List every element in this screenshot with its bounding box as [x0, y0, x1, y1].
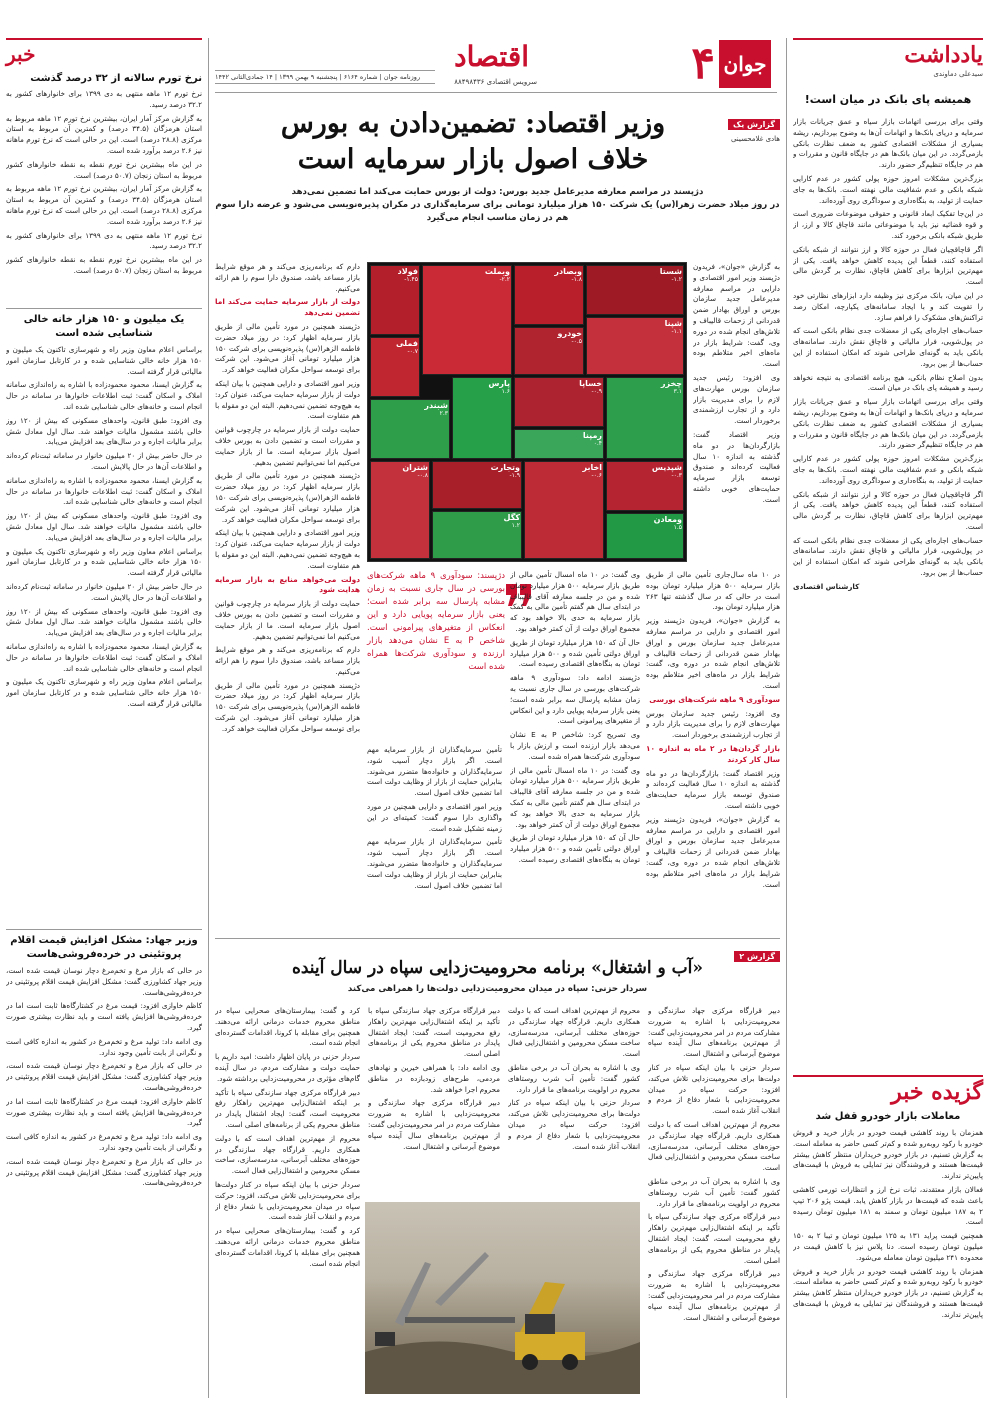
- second-paragraph: سردار حزنی با بیان اینکه سپاه در کنار دولت‌ها برای محرومیت‌زدایی تلاش می‌کند، افزود: حرکت سپاه در میدان محرومیت‌زدایی با شعار دفاع از مردم و انقلاب آغاز شده است.: [508, 1098, 640, 1151]
- treemap-cell-label: خودرو: [557, 329, 582, 338]
- story1-paragraph: به گزارش مرکز آمار ایران، بیشترین نرخ تورم ۱۲ ماهه مربوط به استان هرمزگان (۳۴.۵ درصد) و کمترین آن مربوط به استان مرکزی (۲۸.۸ درصد) است. این در حالی است که نرخ تورم ماهانه نیز ۲.۶ درصد برآورد شده است.: [6, 113, 202, 155]
- main-paragraph: دژپسند همچنین در مورد تأمین مالی از طریق بازار سرمایه اظهار کرد: در روز میلاد حضرت فاطمه الزهرا(س) پذیره‌نویسی برای شرکت ۱۵۰ هزار میلیارد تومانی آغاز می‌شود. این شرکت برای توسعه سواحل مکران فعالیت خواهد کرد.: [215, 471, 360, 524]
- treemap-cell-value: ۱.۶: [501, 388, 510, 395]
- story2-paragraph: در حال حاضر بیش از ۲۰ میلیون خانوار در سامانه ثبت‌نام کرده‌اند و اطلاعات آن‌ها در حال پالایش است.: [6, 581, 202, 602]
- main-paragraph: دژپسند همچنین در مورد تأمین مالی از طریق بازار سرمایه اظهار کرد: در روز میلاد حضرت فاطمه الزهرا(س) پذیره‌نویسی برای شرکت ۱۵۰ هزار میلیارد تومانی آغاز می‌شود. این شرکت برای توسعه سواحل مکران فعالیت خواهد کرد.: [215, 321, 360, 375]
- second-column-3: [368, 1006, 500, 1196]
- treemap-cell-label: خساپا: [579, 379, 602, 388]
- main-paragraph: در ۱۰ ماه سال‌جاری تأمین مالی از طریق بازار سرمایه ۵۰۰ هزار میلیارد تومان بوده است در حالی که در سال گذشته تنها ۲۶۳ هزار میلیارد تومان بود.: [646, 570, 780, 612]
- main-column-c: [510, 570, 640, 932]
- treemap-cell-value: ۰.۴: [593, 440, 602, 447]
- main-paragraph: وی تصریح کرد: شاخص P به E نشان می‌دهد بازار ارزنده است و ارزش بازار با سودآوری شرکت‌ها همراه شده است.: [510, 730, 640, 761]
- page-number: ۴: [691, 38, 715, 89]
- story3-paragraph: کاظم خاوازی افزود: قیمت مرغ در کشتارگاه‌ها ثابت است اما در خرده‌فروشی‌ها افزایش یافته است و باید نظارت بیشتری صورت گیرد.: [6, 1001, 202, 1032]
- main-paragraph: وزیر اقتصاد گفت: بازارگردان‌ها در دو ماه گذشته به اندازه ۱۰ سال فعالیت کرده‌اند و صندوق توسعه بازار سرمایه حمایت‌های خوبی داشته است.: [693, 429, 780, 504]
- main-paragraph: وزیر اقتصاد گفت: بازارگردان‌ها در دو ماه گذشته به اندازه ۱۰ سال فعالیت کرده‌اند و صندوق توسعه بازار سرمایه حمایت‌های خوبی داشته است.: [646, 768, 780, 810]
- main-paragraph: تأمین سرمایه‌گذاران از بازار سرمایه مهم است. اگر بازار دچار آسیب شود، سرمایه‌گذاران و خانواده‌ها متضرر می‌شوند. بنابراین حمایت از بازار از وظایف دولت است اما تضمین خلاف اصول است.: [367, 745, 502, 798]
- treemap-cell-label: چخزر: [660, 379, 682, 388]
- treemap-cell: [432, 461, 522, 509]
- story1-paragraph: نرخ تورم ۱۲ ماهه منتهی به دی ۱۳۹۹ برای خانوارهای کشور به ۳۲.۲ درصد رسید.: [6, 89, 202, 109]
- main-story-header: [215, 100, 780, 250]
- market-treemap: [367, 262, 687, 562]
- lead-line-2: در روز میلاد حضرت زهرا(س) یک شرکت ۱۵۰ هزار میلیارد تومانی برای سرمایه‌گذاری در مکران پذیره‌نویسی می‌شود و عرضه دارا سوم هم در زمان مناسب انجام می‌گیرد: [215, 200, 780, 223]
- treemap-cell: [370, 337, 420, 397]
- opinion-paragraph: بزرگ‌ترین مشکلات امروز حوزه پولی کشور در عدم کارایی شبکه بانکی و عدم شفافیت مالی نهفته است. بانک‌ها به جای حمایت از تولید، به بنگاه‌داری و سوداگری روی آورده‌اند.: [793, 454, 983, 485]
- opinion-paragraph: در این‌جا تفکیک ابعاد قانونی و حقوقی موضوعات ضروری است و قوه قضائیه نیز باید با موضوعاتی مانند قاچاق کالا و ارز، از طریق شبکه بانکی برخورد کند.: [793, 209, 983, 240]
- second-paragraph: محروم از مهم‌ترین اهداف است که با دولت همکاری داریم. قرارگاه جهاد سازندگی در حوزه‌های مختلف آبرسانی، مدرسه‌سازی، ساخت مسکن محرومین و اشتغال‌زایی فعال است.: [215, 1133, 360, 1176]
- service-line: سرویس اقتصادی ۸۸۴۹۸۴۳۶: [454, 78, 537, 86]
- main-paragraph: حمایت دولت از بازار سرمایه در چارچوب قوانین و مقررات است و تضمین دادن به بورس خلاف اصول بازار سرمایه است. ما از بازار حمایت می‌کنیم اما نمی‌توانیم تضمین بدهیم.: [215, 425, 360, 467]
- second-paragraph: وی با اشاره به بحران آب در برخی مناطق کشور گفت: تأمین آب شرب روستاهای محروم در اولویت برنامه‌های ما قرار دارد.: [648, 1176, 780, 1208]
- main-paragraph: دژپسند همچنین در مورد تأمین مالی از طریق بازار سرمایه اظهار کرد: در روز میلاد حضرت فاطمه الزهرا(س) پذیره‌نویسی برای شرکت ۱۵۰ هزار میلیارد تومانی آغاز می‌شود. این شرکت برای توسعه سواحل مکران فعالیت خواهد کرد.: [215, 680, 360, 733]
- treemap-cell: [370, 399, 450, 459]
- second-paragraph: دبیر قرارگاه مرکزی جهاد سازندگی سپاه با تأکید بر اینکه اشتغال‌زایی مهم‌ترین راهکار رفع محرومیت است، گفت: ایجاد اشتغال پایدار در مناطق محروم یکی از برنامه‌های اصلی است.: [215, 1087, 360, 1129]
- treemap-cell-value: ۱.۸-: [571, 276, 582, 283]
- second-paragraph: محروم از مهم‌ترین اهداف است که با دولت همکاری داریم. قرارگاه جهاد سازندگی در حوزه‌های مختلف آبرسانی، مدرسه‌سازی، ساخت مسکن محرومین و اشتغال‌زایی فعال است.: [508, 1006, 640, 1059]
- main-column-d: [646, 570, 780, 932]
- treemap-cell-label: شستا: [659, 267, 682, 276]
- main-paragraph: دژپسند ادامه داد: سودآوری ۹ ماهه شرکت‌های بورسی در سال جاری نسبت به زمان مشابه پارسال سه برابر شده است؛ یعنی بازار سرمایه پویایی دارد و این انعکاس از متغیرهای پیرامونی است.: [510, 673, 640, 726]
- opinion-column: [793, 38, 983, 1068]
- second-paragraph: دبیر قرارگاه مرکزی جهاد سازندگی سپاه با تأکید بر اینکه اشتغال‌زایی مهم‌ترین راهکار رفع محرومیت است، گفت: ایجاد اشتغال پایدار در مناطق محروم یکی از برنامه‌های اصلی است.: [648, 1212, 780, 1265]
- treemap-cell: [524, 461, 604, 559]
- brief-title: معاملات بازار خودرو قفل شد: [815, 1111, 961, 1122]
- treemap-cell-label: وبصادر: [554, 267, 582, 276]
- story3-paragraph: در حالی که بازار مرغ و تخم‌مرغ دچار نوسان قیمت شده است، وزیر جهاد کشاورزی گفت: مشکل افزایش قیمت اقلام پروتئینی در خرده‌فروشی‌هاست.: [6, 1156, 202, 1188]
- main-paragraph: وزیر امور اقتصادی و دارایی همچنین در مورد واگذاری دارا سوم گفت: کمیته‌ای در این زمینه تشکیل شده است.: [367, 801, 502, 833]
- main-paragraph: وزیر امور اقتصادی و دارایی همچنین با بیان اینکه دولت از بازار سرمایه حمایت می‌کند، عنوان کرد: به هیچ‌وجه تضمین نمی‌دهیم. البته این دو مقوله با هم متفاوت است.: [215, 378, 360, 421]
- main-paragraph: به گزارش «جوان»، فریدون دژپسند وزیر امور اقتصادی و دارایی در مراسم معارفه مدیرعامل جدید سازمان بورس و اوراق بهادار ضمن قدردانی از زحمات قالیباف و تلاش‌های انجام شده در دوره وی، گفت: شرایط بازار در ماه‌های اخیر متلاطم بوده است.: [646, 814, 780, 889]
- treemap-cell-value: ۱.۲-: [671, 276, 682, 283]
- treemap-cell-value: ۲.۳: [439, 410, 448, 417]
- main-lead: [215, 186, 780, 225]
- left-section-label: خبر: [6, 38, 202, 66]
- treemap-cell-value: ۳.۱: [673, 388, 682, 395]
- main-column-a2: [693, 262, 780, 562]
- main-paragraph: دارم که برنامه‌ریزی می‌کند و هر موقع شرایط بازار مساعد باشد، صندوق دارا سوم را هم ارائه می‌کنیم.: [215, 262, 360, 293]
- newspaper-logo: جوان: [719, 40, 771, 88]
- treemap-cell-value: ۲.۲-: [499, 276, 510, 283]
- treemap-cell-label: کگل: [503, 513, 520, 522]
- story3-paragraph: وی ادامه داد: تولید مرغ و تخم‌مرغ در کشور به اندازه کافی است و نگرانی از بابت تأمین وجود ندارد.: [6, 1132, 202, 1152]
- report-tag: گزارش ۲: [734, 951, 780, 962]
- brief-paragraph: فعالان بازار معتقدند، ثبات نرخ ارز و انتظارات تورمی کاهشی باعث شده که قیمت‌ها در بازار کاهش یابد. قیمت پژو ۲۰۶ تیپ ۲ به ۱۸۷ میلیون تومان و سمند به ۱۸۱ میلیون تومان رسیده است.: [793, 1184, 983, 1227]
- main-paragraph: به گزارش «جوان»، فریدون دژپسند وزیر امور اقتصادی و دارایی در مراسم معارفه مدیرعامل جدید سازمان بورس و اوراق بهادار ضمن قدردانی از زحمات قالیباف و تلاش‌های انجام شده در دوره وی، گفت: شرایط بازار در ماه‌های اخیر متلاطم بوده است.: [646, 616, 780, 690]
- story2-paragraph: در حال حاضر بیش از ۲۰ میلیون خانوار در سامانه ثبت‌نام کرده‌اند و اطلاعات آن‌ها در حال پالایش است.: [6, 451, 202, 471]
- opinion-paragraph: حساب‌های اجاره‌ای یکی از معضلات جدی نظام بانکی است که در پول‌شویی، فرار مالیاتی و قاچاق نقش دارند. سامانه‌های بانکی باید به گونه‌ای طراحی شوند که امکان استفاده از این حساب‌ها از بین برود.: [793, 326, 983, 368]
- opinion-paragraph: اگر قاچاقچیان فعال در حوزه کالا و ارز نتوانند از شبکه بانکی استفاده کنند، قطعاً این پدیده کاهش خواهد یافت. یکی از مهم‌ترین ابزارها برای کاهش قاچاق، نظارت بر گردش مالی است.: [793, 489, 983, 531]
- opinion-paragraph: اگر قاچاقچیان فعال در حوزه کالا و ارز نتوانند از شبکه بانکی استفاده کنند، قطعاً این پدیده کاهش خواهد یافت. یکی از مهم‌ترین ابزارها برای کاهش قاچاق، نظارت بر گردش مالی است.: [793, 244, 983, 287]
- main-paragraph: وی گفت: در ۱۰ ماه امسال تأمین مالی از طریق بازار سرمایه ۵۰۰ هزار میلیارد تومان شده و من در جلسه معارفه آقای قالیباف در ابتدای سال هم گفتم تأمین مالی به کمک بازار سرمایه به حدی بالا خواهد بود که مجموع اوراق دولت از آن کمتر خواهد بود.: [510, 765, 640, 829]
- main-paragraph: به گزارش «جوان»، فریدون دژپسند وزیر امور اقتصادی و دارایی در مراسم معارفه مدیرعامل جدید سازمان بورس و اوراق بهادار ضمن قدردانی از زحمات قالیباف و تلاش‌های انجام شده در دوره وی، گفت: شرایط بازار در ماه‌های اخیر متلاطم بوده است.: [693, 262, 780, 369]
- subhead: دولت از بازار سرمایه حمایت می‌کند اما تضمین نمی‌دهد: [215, 297, 360, 318]
- treemap-cell: [514, 265, 584, 325]
- masthead: [215, 38, 777, 90]
- story2-paragraph: وی افزود: طبق قانون، واحدهای مسکونی که بیش از ۱۲۰ روز خالی باشند مشمول مالیات خواهند شد. سال اول معادل شش برابر مالیات اجاره و در سال‌های بعد افزایش می‌یابد.: [6, 415, 202, 447]
- subhead: دولت می‌خواهد منابع به بازار سرمایه هدایت شود: [215, 574, 360, 595]
- treemap-cell-label: وتجارت: [490, 463, 520, 472]
- treemap-cell-label: پارس: [488, 379, 510, 388]
- brief-paragraph: همچنین قیمت پراید ۱۳۱ به ۱۲۵ میلیون تومان و تیبا ۲ به ۱۵۰ میلیون تومان رسیده است. دنا پلاس نیز با کاهش قیمت در محدوده ۲۴۱ میلیون تومان معامله می‌شود.: [793, 1231, 983, 1262]
- story3-title: وزیر جهاد: مشکل افزایش قیمت اقلام پروتئینی در خرده‌فروشی‌هاست: [10, 935, 198, 960]
- second-column-4: [215, 1006, 360, 1396]
- treemap-cell-value: ۰.۵-: [571, 338, 582, 345]
- subhead: سودآوری ۹ ماهه شرکت‌های بورسی: [649, 694, 780, 704]
- report-author: هادی غلامحسینی: [730, 135, 780, 143]
- second-lead: سردار حزنی: سپاه در میدان محرومیت‌زدایی دولت‌ها را همراهی می‌کند: [347, 984, 648, 994]
- treemap-cell: [452, 377, 512, 459]
- treemap-cell: [586, 317, 684, 375]
- main-paragraph: حال آن که ۱۵۰ هزار میلیارد تومان از طریق اوراق دولتی تأمین شده و ۵۰۰ هزار میلیارد تومان به بنگاه‌های اقتصادی رسیده است.: [510, 833, 640, 864]
- opinion-paragraph: حساب‌های اجاره‌ای یکی از معضلات جدی نظام بانکی است که در پول‌شویی، فرار مالیاتی و قاچاق نقش دارند. سامانه‌های بانکی باید به گونه‌ای طراحی شوند که امکان استفاده از این حساب‌ها از بین برود.: [793, 535, 983, 578]
- second-paragraph: سردار حزنی با بیان اینکه سپاه در کنار دولت‌ها برای محرومیت‌زدایی تلاش می‌کند، افزود: حرکت سپاه در میدان محرومیت‌زدایی با شعار دفاع از مردم و انقلاب آغاز شده است.: [648, 1062, 780, 1116]
- story1-title: نرخ تورم سالانه از ۳۲ درصد گذشت: [30, 73, 202, 84]
- main-paragraph: وی افزود: رئیس جدید سازمان بورس مهارت‌های لازم را برای مدیریت بازار دارد و از تجارب ارزشمندی برخوردار است.: [646, 708, 780, 740]
- opinion-paragraph: در این میان، بانک مرکزی نیز وظیفه دارد ابزارهای نظارتی خود را تقویت کند و با ایجاد سامانه‌های یکپارچه، امکان رصد تراکنش‌های مشکوک را فراهم سازد.: [793, 290, 983, 322]
- treemap-cell: [370, 461, 430, 559]
- story2-title: یک میلیون و ۱۵۰ هزار خانه خالی شناسایی شده است: [23, 314, 185, 339]
- treemap-cell-label: فملی: [396, 339, 418, 348]
- second-paragraph: کرد و گفت: بیمارستان‌های صحرایی سپاه در مناطق محروم خدمات درمانی ارائه می‌دهند. همچنین برای مقابله با کرونا، اقدامات گسترده‌ای انجام شده است.: [215, 1006, 360, 1048]
- second-column-2: [508, 1006, 640, 1196]
- section-title: اقتصاد: [454, 40, 529, 73]
- pull-quote: [367, 570, 505, 740]
- treemap-cell-value: ۰.۹-: [591, 388, 602, 395]
- report-tag: گزارش یک: [728, 119, 780, 130]
- second-headline: «آب و اشتغال» برنامه محرومیت‌زدایی سپاه در سال آینده: [291, 958, 704, 978]
- treemap-cell: [370, 265, 420, 335]
- opinion-signoff: کارشناس اقتصادی: [793, 581, 860, 591]
- story3-paragraph: در حالی که بازار مرغ و تخم‌مرغ دچار نوسان قیمت شده است، وزیر جهاد کشاورزی گفت: مشکل افزایش قیمت اقلام پروتئینی در خرده‌فروشی‌هاست.: [6, 1061, 202, 1092]
- issue-info: روزنامه جوان | شماره ۶۱۶۴ | پنجشنبه ۹ بهمن ۱۳۹۹ | ۱۴ جمادی‌الثانی ۱۴۴۲: [215, 70, 435, 84]
- news-brief: [793, 1075, 983, 1395]
- story2-paragraph: براساس اعلام معاون وزیر راه و شهرسازی تاکنون یک میلیون و ۱۵۰ هزار خانه خالی شناسایی شده و در کارتابل سازمان امور مالیاتی قرار گرفته است.: [6, 677, 202, 708]
- treemap-cell-value: ۱.۹-: [509, 472, 520, 479]
- main-side-column: [215, 262, 360, 932]
- treemap-cell-value: ۱.۵: [673, 524, 682, 531]
- main-paragraph: وزیر امور اقتصادی و دارایی همچنین با بیان اینکه دولت از بازار سرمایه حمایت می‌کند، عنوان کرد: به هیچ‌وجه تضمین نمی‌دهیم. البته این دو مقوله با هم متفاوت است.: [215, 528, 360, 570]
- opinion-paragraph: وقتی برای بررسی اتهامات بازار سیاه و عمق جریانات بازار سرمایه و دریای بانک‌ها و اتهامات آن‌ها به وضوح بپردازیم، ریشه بسیاری از مشکلات اقتصادی کشور به ضعف نظارت بانکی بازمی‌گردد. در این میان بانک‌ها هم در جایگاه قانون و مقررات و هم در جایگاه تنظیم‌گر حضور دارند.: [793, 117, 983, 170]
- main-paragraph: وی افزود: رئیس جدید سازمان بورس مهارت‌های لازم را برای مدیریت بازار دارد و از تجارب ارزشمندی برخوردار است.: [693, 372, 780, 426]
- second-story: [215, 944, 780, 1399]
- lead-line-1: دژپسند در مراسم معارفه مدیرعامل جدید بورس: دولت از بورس حمایت می‌کند اما تضمین نمی‌دهد: [291, 187, 704, 197]
- treemap-cell-value: ۱.۴۵-: [404, 276, 418, 283]
- story2-paragraph: به گزارش ایسنا، محمود محمودزاده با اشاره به راه‌اندازی سامانه املاک و اسکان گفت: ثبت اطلاعات خانوارها در سامانه در حال انجام است و خانه‌های خالی شناسایی شده اند.: [6, 475, 202, 507]
- story3-paragraph: وی ادامه داد: تولید مرغ و تخم‌مرغ در کشور به اندازه کافی است و نگرانی از بابت تأمین وجود ندارد.: [6, 1036, 202, 1057]
- main-paragraph: حال آن که ۱۵۰ هزار میلیارد تومان از طریق اوراق دولتی تأمین شده و ۵۰۰ هزار میلیارد تومان به بنگاه‌های اقتصادی رسیده است.: [510, 637, 640, 669]
- treemap-cell-label: شپدیس: [651, 463, 682, 472]
- opinion-section-label: یادداشت: [793, 38, 983, 68]
- brief-section-label: گزیده خبر: [793, 1075, 983, 1105]
- headline-line-1: وزیر اقتصاد: تضمین‌دادن به بورس: [280, 108, 666, 139]
- quote-text: دژپسند: سودآوری ۹ ماهه شرکت‌های بورسی در سال جاری نسبت به زمان مشابه پارسال سه برابر شده است؛ یعنی بازار سرمایه پویایی دارد و این انعکاس از متغیرهای پیرامونی است. شاخص P به E نشان می‌دهد بازار ارزنده و سودآوری شرکت‌ها همراه شده است: [367, 571, 505, 672]
- story2-paragraph: به گزارش ایسنا، محمود محمودزاده با اشاره به راه‌اندازی سامانه املاک و اسکان گفت: ثبت اطلاعات خانوارها در سامانه در حال انجام است و خانه‌های خالی شناسایی شده اند.: [6, 380, 202, 411]
- main-column-b: [367, 745, 502, 930]
- treemap-cell-label: ومعادن: [653, 515, 682, 524]
- treemap-cell-label: رمپنا: [582, 431, 602, 440]
- second-paragraph: دبیر قرارگاه مرکزی جهاد سازندگی سپاه با تأکید بر اینکه اشتغال‌زایی مهم‌ترین راهکار رفع محرومیت است، گفت: ایجاد اشتغال پایدار در مناطق محروم یکی از برنامه‌های اصلی است.: [368, 1006, 500, 1059]
- second-paragraph: سردار حزنی در پایان اظهار داشت: امید داریم با حمایت دولت و مشارکت مردم، در سال آینده گام‌های مؤثری در محرومیت‌زدایی برداشته شود.: [215, 1052, 360, 1083]
- second-paragraph: وی ادامه داد: با همراهی خیرین و نهادهای مردمی، طرح‌های زودبازده در مناطق محروم اجرا خواهد شد.: [368, 1062, 500, 1094]
- treemap-cell-value: ۱.۱-: [671, 328, 682, 335]
- main-paragraph: دارم که برنامه‌ریزی می‌کند و هر موقع شرایط بازار مساعد باشد، صندوق دارا سوم را هم ارائه می‌کنیم.: [215, 645, 360, 676]
- treemap-cell: [422, 265, 512, 375]
- treemap-cell: [586, 265, 684, 315]
- main-paragraph: وی گفت: در ۱۰ ماه امسال تأمین مالی از طریق بازار سرمایه ۵۰۰ هزار میلیارد تومان شده و من در جلسه معارفه آقای قالیباف در ابتدای سال هم گفتم تأمین مالی به کمک بازار سرمایه به حدی بالا خواهد بود که مجموع اوراق دولت از آن کمتر خواهد بود.: [510, 570, 640, 633]
- story3-paragraph: کاظم خاوازی افزود: قیمت مرغ در کشتارگاه‌ها ثابت است اما در خرده‌فروشی‌ها افزایش یافته است و باید نظارت بیشتری صورت گیرد.: [6, 1096, 202, 1128]
- story2-paragraph: براساس اعلام معاون وزیر راه و شهرسازی تاکنون یک میلیون و ۱۵۰ هزار خانه خالی شناسایی شده و در کارتابل سازمان امور مالیاتی قرار گرفته است.: [6, 345, 202, 376]
- story2-paragraph: وی افزود: طبق قانون، واحدهای مسکونی که بیش از ۱۲۰ روز خالی باشند مشمول مالیات خواهند شد. سال اول معادل شش برابر مالیات اجاره و در سال‌های بعد افزایش می‌یابد.: [6, 606, 202, 638]
- treemap-cell-label: شبندر: [424, 401, 448, 410]
- story2-paragraph: براساس اعلام معاون وزیر راه و شهرسازی تاکنون یک میلیون و ۱۵۰ هزار خانه خالی شناسایی شده و در کارتابل سازمان امور مالیاتی قرار گرفته است.: [6, 546, 202, 578]
- story2-paragraph: به گزارش ایسنا، محمود محمودزاده با اشاره به راه‌اندازی سامانه املاک و اسکان گفت: ثبت اطلاعات خانوارها در سامانه در حال انجام است و خانه‌های خالی شناسایی شده اند.: [6, 641, 202, 673]
- main-paragraph: تأمین سرمایه‌گذاران از بازار سرمایه مهم است. اگر بازار دچار آسیب شود، سرمایه‌گذاران و خانواده‌ها متضرر می‌شوند. بنابراین حمایت از بازار از وظایف دولت است اما تضمین خلاف اصول است.: [367, 837, 502, 890]
- treemap-cell-label: شپنا: [664, 319, 682, 328]
- second-paragraph: دبیر قرارگاه مرکزی جهاد سازندگی و محرومیت‌زدایی با اشاره به ضرورت مشارکت مردم در امر محرومیت‌زدایی گفت: از مهم‌ترین برنامه‌های سال آینده سپاه موضوع آبرسانی و اشتغال است.: [648, 1006, 780, 1059]
- treemap-cell-label: اخابر: [582, 463, 602, 472]
- story1-paragraph: نرخ تورم ۱۲ ماهه منتهی به دی ۱۳۹۹ برای خانوارهای کشور به ۳۲.۲ درصد رسید.: [6, 230, 202, 251]
- opinion-paragraph: بدون اصلاح نظام بانکی، هیچ برنامه اقتصادی به نتیجه نخواهد رسید و همیشه پای بانک در میان است.: [793, 372, 983, 393]
- second-paragraph: کرد و گفت: بیمارستان‌های صحرایی سپاه در مناطق محروم خدمات درمانی ارائه می‌دهند. همچنین برای مقابله با کرونا، اقدامات گسترده‌ای انجام شده است.: [215, 1226, 360, 1268]
- second-paragraph: سردار حزنی با بیان اینکه سپاه در کنار دولت‌ها برای محرومیت‌زدایی تلاش می‌کند، افزود: حرکت سپاه در میدان محرومیت‌زدایی با شعار دفاع از مردم و انقلاب آغاز شده است.: [215, 1179, 360, 1222]
- treemap-cell: [606, 377, 684, 459]
- opinion-title: همیشه پای بانک در میان است!: [804, 93, 972, 106]
- story3-paragraph: در حالی که بازار مرغ و تخم‌مرغ دچار نوسان قیمت شده است، وزیر جهاد کشاورزی گفت: مشکل افزایش قیمت اقلام پروتئینی در خرده‌فروشی‌هاست.: [6, 966, 202, 997]
- story1-paragraph: به گزارش مرکز آمار ایران، بیشترین نرخ تورم ۱۲ ماهه مربوط به استان هرمزگان (۳۴.۵ درصد) و کمترین آن مربوط به استان مرکزی (۲۸.۸ درصد) است. این در حالی است که نرخ تورم ماهانه نیز ۲.۶ درصد برآورد شده است.: [6, 184, 202, 226]
- treemap-cell: [606, 461, 684, 511]
- story2-paragraph: وی افزود: طبق قانون، واحدهای مسکونی که بیش از ۱۲۰ روز خالی باشند مشمول مالیات خواهند شد. سال اول معادل شش برابر مالیات اجاره و در سال‌های بعد افزایش می‌یابد.: [6, 511, 202, 542]
- treemap-cell-value: ۰.۶-: [591, 472, 602, 479]
- treemap-cell-label: شتران: [402, 463, 428, 472]
- treemap-cell: [606, 513, 684, 559]
- second-paragraph: دبیر قرارگاه مرکزی جهاد سازندگی و محرومیت‌زدایی با اشاره به ضرورت مشارکت مردم در امر محرومیت‌زدایی گفت: از مهم‌ترین برنامه‌های سال آینده سپاه موضوع آبرسانی و اشتغال است.: [648, 1269, 780, 1322]
- story-photo: [365, 1202, 640, 1394]
- headline-line-2: خلاف اصول بازار سرمایه است: [297, 144, 649, 175]
- treemap-cell-value: ۱.۲: [511, 522, 520, 529]
- treemap-cell-value: ۰.۸-: [417, 472, 428, 479]
- opinion-paragraph: بزرگ‌ترین مشکلات امروز حوزه پولی کشور در عدم کارایی شبکه بانکی و عدم شفافیت مالی نهفته است. بانک‌ها به جای حمایت از تولید، به بنگاه‌داری و سوداگری روی آورده‌اند.: [793, 173, 983, 205]
- second-paragraph: وی با اشاره به بحران آب در برخی مناطق کشور گفت: تأمین آب شرب روستاهای محروم در اولویت برنامه‌های ما قرار دارد.: [508, 1062, 640, 1094]
- treemap-cell: [514, 429, 604, 459]
- treemap-cell-value: ۰.۳-: [671, 472, 682, 479]
- treemap-cell: [514, 327, 584, 375]
- subhead: بازار گردان‌ها در ۲ ماه به اندازه ۱۰ سال کار کردند: [646, 743, 780, 764]
- brief-paragraph: همزمان با روند کاهشی قیمت خودرو در بازار خرید و فروش خودرو با رکود روبه‌رو شده و کم‌تر کسی حاضر به معامله است. به گزارش تسنیم، در بازار خودرو خریداران منتظر کاهش بیشتر قیمت‌ها هستند و فروشندگان نیز تمایلی به فروش با قیمت‌های پایین‌تر ندارند.: [793, 1266, 983, 1319]
- story1-paragraph: در این ماه بیشترین نرخ تورم نقطه به نقطه خانوارهای کشور مربوط به استان زنجان (۵۰.۷ درصد) است.: [6, 255, 202, 275]
- second-paragraph: دبیر قرارگاه مرکزی جهاد سازندگی و محرومیت‌زدایی با اشاره به ضرورت مشارکت مردم در امر محرومیت‌زدایی گفت: از مهم‌ترین برنامه‌های سال آینده سپاه موضوع آبرسانی و اشتغال است.: [368, 1098, 500, 1151]
- second-paragraph: محروم از مهم‌ترین اهداف است که با دولت همکاری داریم. قرارگاه جهاد سازندگی در حوزه‌های مختلف آبرسانی، مدرسه‌سازی، ساخت مسکن محرومین و اشتغال‌زایی فعال است.: [648, 1119, 780, 1173]
- main-headline: [228, 106, 718, 178]
- opinion-author: سیدعلی دماوندی: [933, 70, 983, 78]
- opinion-paragraph: وقتی برای بررسی اتهامات بازار سیاه و عمق جریانات بازار سرمایه و دریای بانک‌ها و اتهامات آن‌ها به وضوح بپردازیم، ریشه بسیاری از مشکلات اقتصادی کشور به ضعف نظارت بانکی بازمی‌گردد. در این میان بانک‌ها هم در جایگاه قانون و مقررات و هم در جایگاه تنظیم‌گر حضور دارند.: [793, 397, 983, 450]
- main-paragraph: حمایت دولت از بازار سرمایه در چارچوب قوانین و مقررات است و تضمین دادن به بورس خلاف اصول بازار سرمایه است. ما از بازار حمایت می‌کنیم اما نمی‌توانیم تضمین بدهیم.: [215, 599, 360, 641]
- second-column-1: [648, 1006, 780, 1396]
- brief-paragraph: همزمان با روند کاهشی قیمت خودرو در بازار خرید و فروش خودرو با رکود روبه‌رو شده و کم‌تر کسی حاضر به معامله است. به گزارش تسنیم، در بازار خودرو خریداران منتظر کاهش بیشتر قیمت‌ها هستند و فروشندگان نیز تمایلی به فروش با قیمت‌های پایین‌تر ندارند.: [793, 1128, 983, 1181]
- treemap-cell-label: وبملت: [484, 267, 510, 276]
- story1-paragraph: در این ماه بیشترین نرخ تورم نقطه به نقطه خانوارهای کشور مربوط به استان زنجان (۵۰.۷ درصد) است.: [6, 159, 202, 180]
- left-column: [6, 38, 202, 1398]
- treemap-cell-label: فولاد: [397, 267, 418, 276]
- treemap-cell: [432, 511, 522, 559]
- treemap-cell: [514, 377, 604, 427]
- treemap-cell-value: ۰.۷-: [407, 348, 418, 355]
